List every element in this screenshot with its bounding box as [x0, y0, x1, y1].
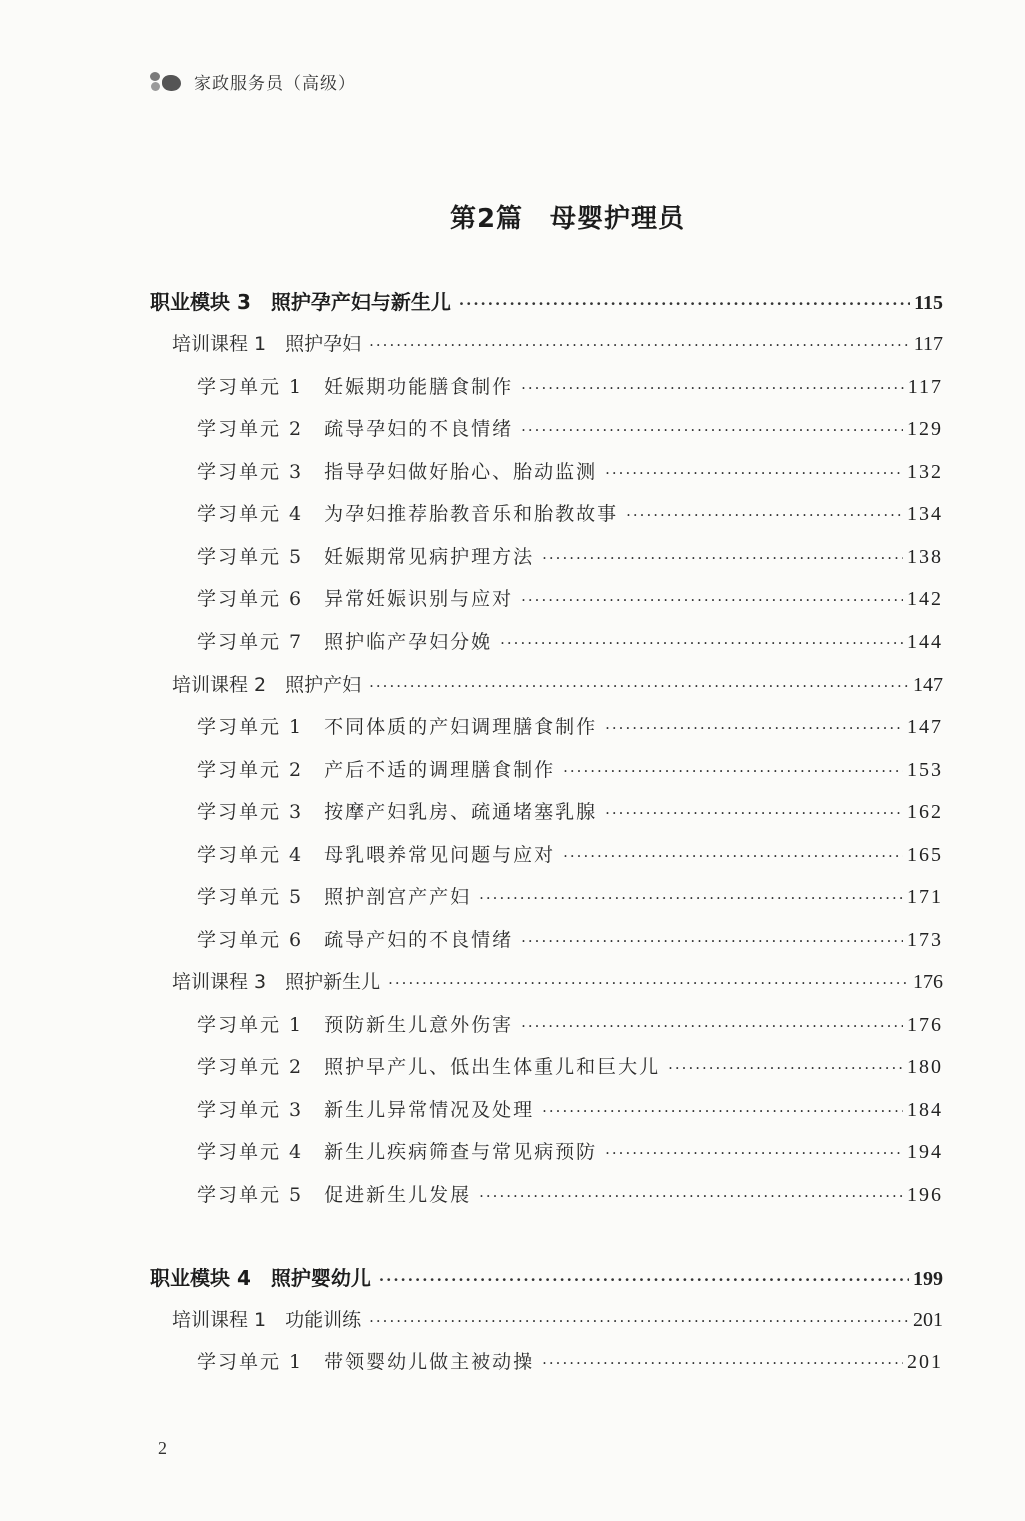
toc-page-number: 142	[907, 588, 943, 610]
toc-unit-entry[interactable]	[197, 712, 943, 739]
dot-leader	[563, 847, 903, 865]
toc-page-number: 144	[907, 631, 943, 653]
toc-course-entry[interactable]	[172, 967, 943, 994]
toc-unit-entry[interactable]	[197, 499, 943, 526]
toc-entry-label: 培训课程 1 照护孕妇	[172, 333, 362, 355]
toc-unit-entry[interactable]	[197, 457, 943, 484]
dot-leader	[388, 974, 909, 992]
dot-leader	[605, 719, 903, 737]
toc-unit-entry[interactable]	[197, 1347, 943, 1374]
toc-page-number: 171	[907, 886, 943, 908]
toc-page-number: 199	[913, 1268, 943, 1290]
toc-unit-entry[interactable]	[197, 755, 943, 782]
toc-module-entry[interactable]	[150, 286, 943, 315]
toc-unit-entry[interactable]	[197, 1137, 943, 1164]
toc-page-number: 138	[907, 546, 943, 568]
dot-leader	[563, 762, 903, 780]
toc-entry-label: 学习单元 4 母乳喂养常见问题与应对	[197, 844, 556, 866]
toc-page-number: 153	[907, 759, 943, 781]
publisher-logo-icon	[150, 70, 186, 92]
toc-entry-label: 学习单元 3 新生儿异常情况及处理	[197, 1099, 535, 1121]
dot-leader	[605, 804, 903, 822]
toc-entry-label: 学习单元 1 预防新生儿意外伤害	[197, 1014, 514, 1036]
toc-entry-label: 学习单元 3 指导孕妇做好胎心、胎动监测	[197, 461, 598, 483]
toc-page-number: 147	[907, 716, 943, 738]
toc-page-number: 115	[914, 292, 943, 314]
toc-page-number: 184	[907, 1099, 943, 1121]
toc-entry-label: 学习单元 1 妊娠期功能膳食制作	[197, 376, 514, 398]
toc-unit-entry[interactable]	[197, 797, 943, 824]
toc-entry-label: 学习单元 3 按摩产妇乳房、疏通堵塞乳腺	[197, 801, 598, 823]
dot-leader	[626, 506, 903, 524]
toc-page-number: 173	[907, 929, 943, 951]
toc-page-number: 176	[913, 971, 943, 993]
toc-entry-label: 职业模块 4 照护婴幼儿	[150, 1266, 371, 1290]
toc-unit-entry[interactable]	[197, 925, 943, 952]
toc-entry-label: 学习单元 2 疏导孕妇的不良情绪	[197, 418, 514, 440]
toc-page-number: 194	[907, 1141, 943, 1163]
book-title: 家政服务员（高级）	[194, 73, 356, 94]
toc-page-number: 201	[913, 1309, 943, 1331]
dot-leader	[521, 1017, 903, 1035]
toc-page-number: 165	[907, 844, 943, 866]
toc-page-number: 134	[907, 503, 943, 525]
dot-leader	[542, 549, 903, 567]
toc-page-number: 201	[907, 1351, 943, 1373]
toc-module-entry[interactable]	[150, 1262, 943, 1291]
toc-entry-label: 学习单元 6 异常妊娠识别与应对	[197, 588, 514, 610]
toc-unit-entry[interactable]	[197, 372, 943, 399]
toc-entry-label: 学习单元 5 照护剖宫产产妇	[197, 886, 472, 908]
toc-course-entry[interactable]	[172, 670, 943, 697]
toc-entry-label: 学习单元 4 新生儿疾病筛查与常见病预防	[197, 1141, 598, 1163]
dot-leader	[521, 591, 903, 609]
toc-course-entry[interactable]	[172, 1305, 943, 1332]
dot-leader	[542, 1354, 903, 1372]
toc-unit-entry[interactable]	[197, 882, 943, 909]
part-title: 第2篇 母婴护理员	[449, 204, 686, 234]
toc-entry-label: 培训课程 2 照护产妇	[172, 674, 362, 696]
toc-page-number: 132	[907, 461, 943, 483]
dot-leader	[668, 1059, 903, 1077]
toc-page-number: 117	[907, 376, 943, 398]
dot-leader	[479, 889, 903, 907]
toc-entry-label: 学习单元 7 照护临产孕妇分娩	[197, 631, 493, 653]
toc-unit-entry[interactable]	[197, 1052, 943, 1079]
dot-leader	[369, 677, 909, 695]
dot-leader	[379, 1271, 909, 1289]
toc-entry-label: 学习单元 6 疏导产妇的不良情绪	[197, 929, 514, 951]
toc-entry-label: 培训课程 1 功能训练	[172, 1309, 362, 1331]
dot-leader	[459, 295, 910, 313]
toc-page-number: 180	[907, 1056, 943, 1078]
dot-leader	[479, 1187, 903, 1205]
toc-entry-label: 学习单元 5 促进新生儿发展	[197, 1184, 472, 1206]
toc-page-number: 147	[913, 674, 943, 696]
dot-leader	[605, 464, 903, 482]
dot-leader	[500, 634, 903, 652]
toc-entry-label: 学习单元 1 带领婴幼儿做主被动操	[197, 1351, 535, 1373]
toc-unit-entry[interactable]	[197, 1010, 943, 1037]
toc-entry-label: 学习单元 4 为孕妇推荐胎教音乐和胎教故事	[197, 503, 619, 525]
toc-unit-entry[interactable]	[197, 584, 943, 611]
dot-leader	[542, 1102, 903, 1120]
toc-unit-entry[interactable]	[197, 542, 943, 569]
running-head	[150, 66, 356, 96]
toc-course-entry[interactable]	[172, 329, 943, 356]
toc-page-number: 176	[907, 1014, 943, 1036]
toc-unit-entry[interactable]	[197, 840, 943, 867]
dot-leader	[521, 421, 903, 439]
toc-page-number: 117	[913, 333, 943, 355]
dot-leader	[521, 932, 903, 950]
dot-leader	[369, 336, 910, 354]
dot-leader	[605, 1144, 903, 1162]
toc-page-number: 129	[907, 418, 943, 440]
toc-entry-label: 学习单元 2 照护早产儿、低出生体重儿和巨大儿	[197, 1056, 661, 1078]
toc-entry-label: 学习单元 1 不同体质的产妇调理膳食制作	[197, 716, 598, 738]
dot-leader	[369, 1312, 909, 1330]
toc-entry-label: 职业模块 3 照护孕产妇与新生儿	[150, 290, 451, 314]
toc-page-number: 162	[907, 801, 943, 823]
toc-entry-label: 培训课程 3 照护新生儿	[172, 971, 381, 993]
toc-unit-entry[interactable]	[197, 414, 943, 441]
toc-page-number: 196	[907, 1184, 943, 1206]
toc-entry-label: 学习单元 2 产后不适的调理膳食制作	[197, 759, 556, 781]
dot-leader	[521, 379, 904, 397]
toc-unit-entry[interactable]	[197, 627, 943, 654]
toc-entry-label: 学习单元 5 妊娠期常见病护理方法	[197, 546, 535, 568]
toc-unit-entry[interactable]	[197, 1180, 943, 1207]
page-number-folio: 2	[158, 1438, 167, 1458]
toc-unit-entry[interactable]	[197, 1095, 943, 1122]
